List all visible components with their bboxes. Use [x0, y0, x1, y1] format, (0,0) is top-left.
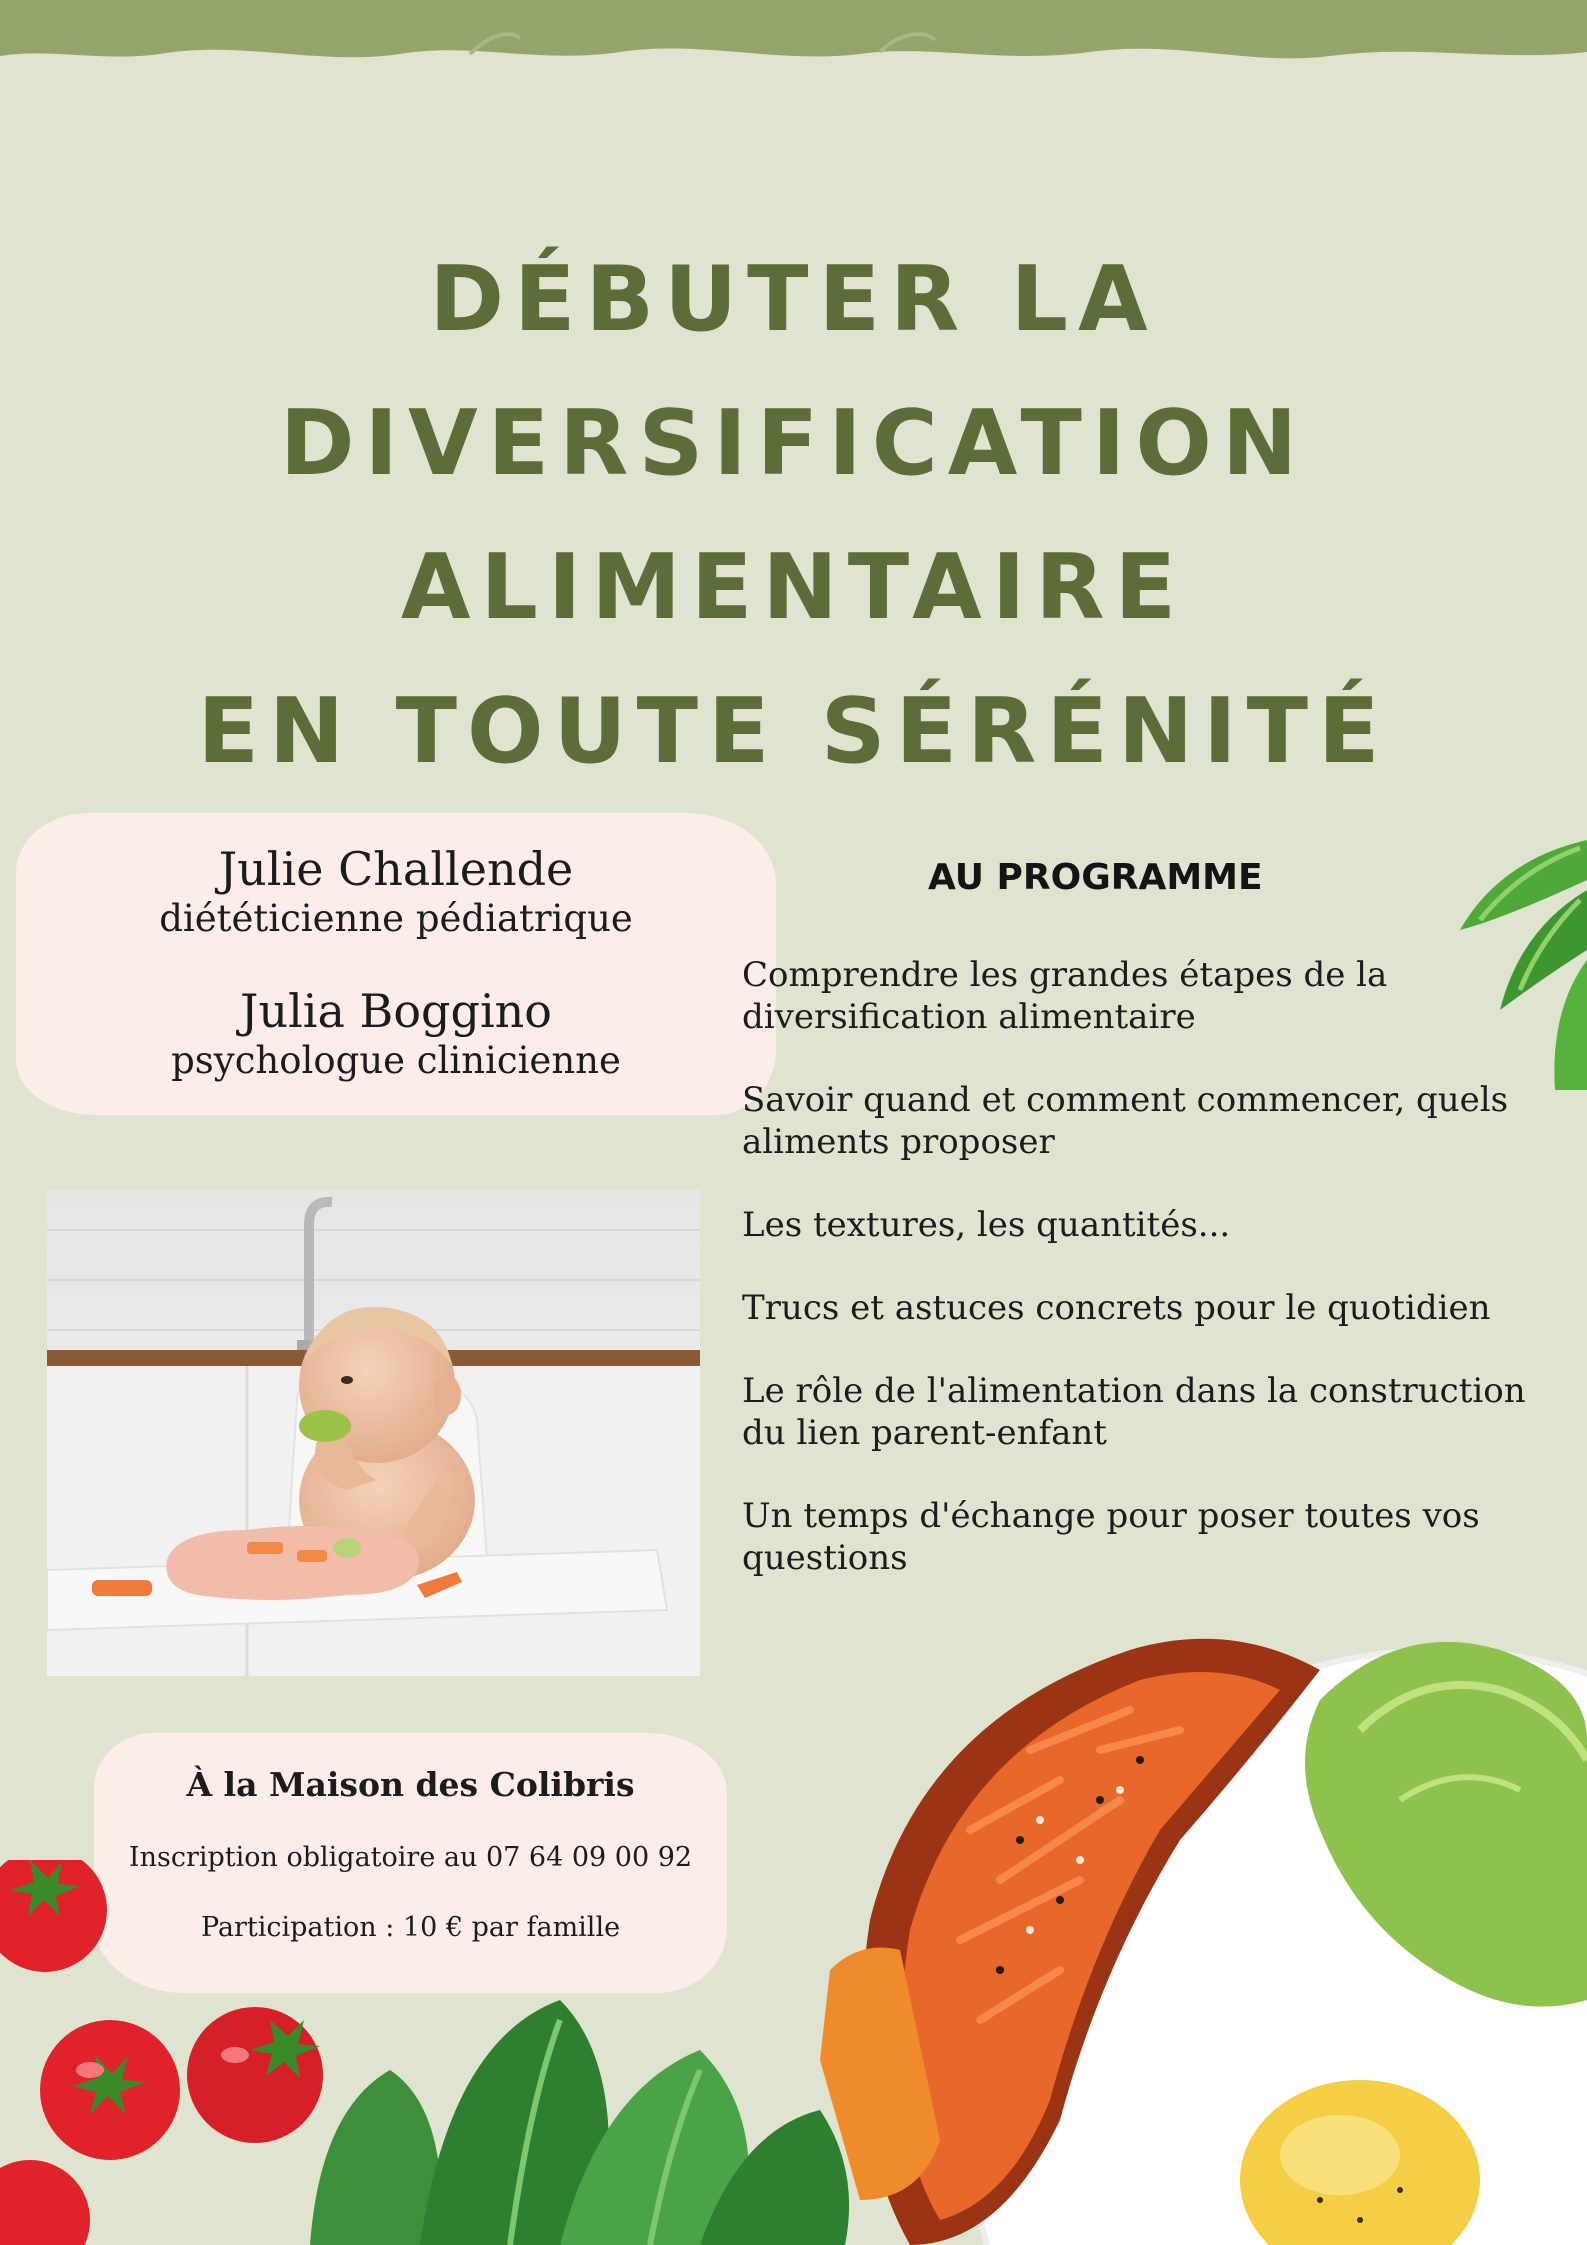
speaker-1-role: diététicienne pédiatrique [159, 897, 633, 940]
program-item-2: Savoir quand et comment commencer, quels aliments proposer [742, 1080, 1509, 1162]
top-decorative-band [0, 0, 1587, 80]
participation-price: Participation : 10 € par famille [200, 1912, 621, 1943]
title-line-3: ALIMENTAIRE [400, 535, 1187, 640]
title-line-1: DÉBUTER LA [429, 247, 1158, 352]
event-location: À la Maison des Colibris [186, 1765, 635, 1804]
program-heading: AU PROGRAMME [928, 857, 1263, 898]
poster-title [0, 228, 1587, 804]
program-item-3: Les textures, les quantités... [742, 1205, 1231, 1245]
speaker-2-name: Julia Boggino [240, 984, 552, 1038]
title-line-2: DIVERSIFICATION [279, 391, 1308, 496]
program-item-5: Le rôle de l'alimentation dans la construction du lien parent-enfant [742, 1371, 1526, 1453]
program-item-6: Un temps d'échange pour poser toutes vos questions [742, 1496, 1480, 1578]
spinach-leaves-illustration [300, 1980, 860, 2245]
baby-eating-photo [47, 1190, 700, 1676]
program-item-1: Comprendre les grandes étapes de la diversification alimentaire [742, 955, 1388, 1037]
registration-phone: Inscription obligatoire au 07 64 09 00 92 [128, 1842, 693, 1873]
program-item-4: Trucs et astuces concrets pour le quotidien [742, 1288, 1491, 1328]
title-line-4: EN TOUTE SÉRÉNITÉ [197, 679, 1390, 784]
food-plate-illustration [800, 1500, 1587, 2245]
pea-pod-illustration [1440, 820, 1587, 1090]
speaker-2-role: psychologue clinicienne [171, 1039, 621, 1082]
speakers-card [16, 813, 776, 1115]
speaker-1-name: Julie Challende [218, 842, 574, 896]
